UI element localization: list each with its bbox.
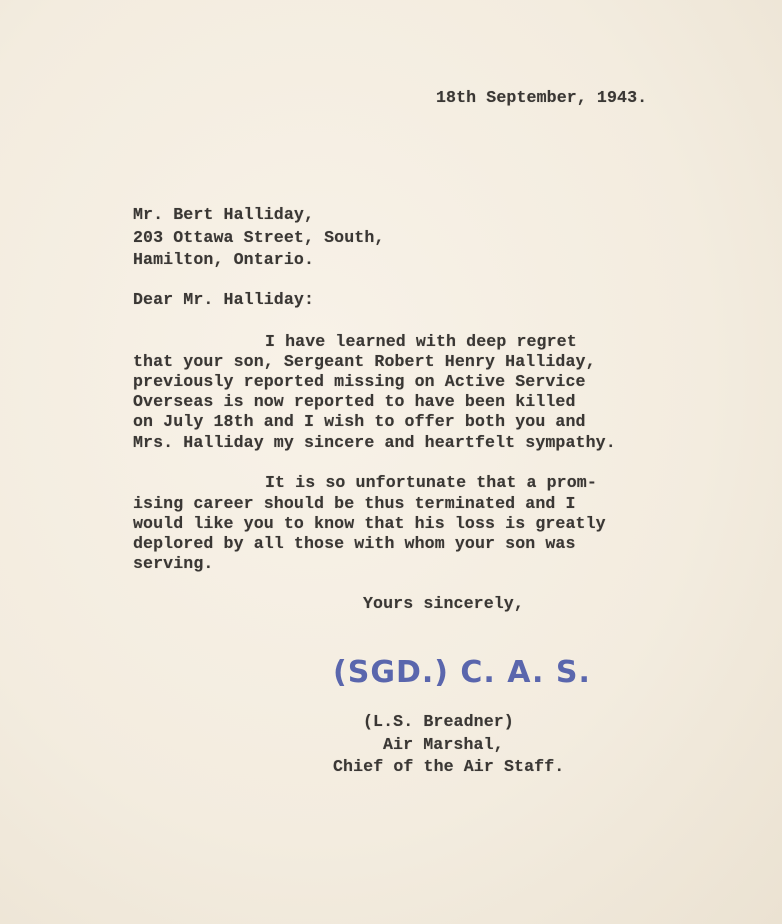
closing: Yours sincerely, bbox=[363, 594, 524, 613]
signature-stamp: (SGD.) C. A. S. bbox=[333, 655, 591, 690]
paragraph-line: would like you to know that his loss is greatly bbox=[133, 514, 606, 533]
paragraph-line: that your son, Sergeant Robert Henry Halliday, bbox=[133, 352, 596, 371]
paragraph-line: previously reported missing on Active Service bbox=[133, 372, 586, 391]
recipient-name: Mr. Bert Halliday, bbox=[133, 205, 315, 224]
paragraph-line: serving. bbox=[133, 554, 214, 573]
signatory-title: Chief of the Air Staff. bbox=[333, 757, 565, 776]
salutation: Dear Mr. Halliday: bbox=[133, 290, 315, 309]
paragraph-line: ising career should be thus terminated and I bbox=[133, 494, 576, 513]
paragraph-line: Overseas is now reported to have been killed bbox=[133, 392, 576, 411]
letter-date: 18th September, 1943. bbox=[436, 88, 648, 107]
signatory-rank: Air Marshal, bbox=[383, 735, 504, 754]
paragraph-line: on July 18th and I wish to offer both you and bbox=[133, 412, 586, 431]
paragraph-line: Mrs. Halliday my sincere and heartfelt sympathy. bbox=[133, 433, 616, 452]
signatory-name: (L.S. Breadner) bbox=[363, 712, 514, 731]
paragraph-line: It is so unfortunate that a prom- bbox=[265, 473, 597, 492]
paragraph-line: deplored by all those with whom your son was bbox=[133, 534, 576, 553]
recipient-city: Hamilton, Ontario. bbox=[133, 250, 315, 269]
recipient-street: 203 Ottawa Street, South, bbox=[133, 228, 385, 247]
paragraph-line: I have learned with deep regret bbox=[265, 332, 577, 351]
